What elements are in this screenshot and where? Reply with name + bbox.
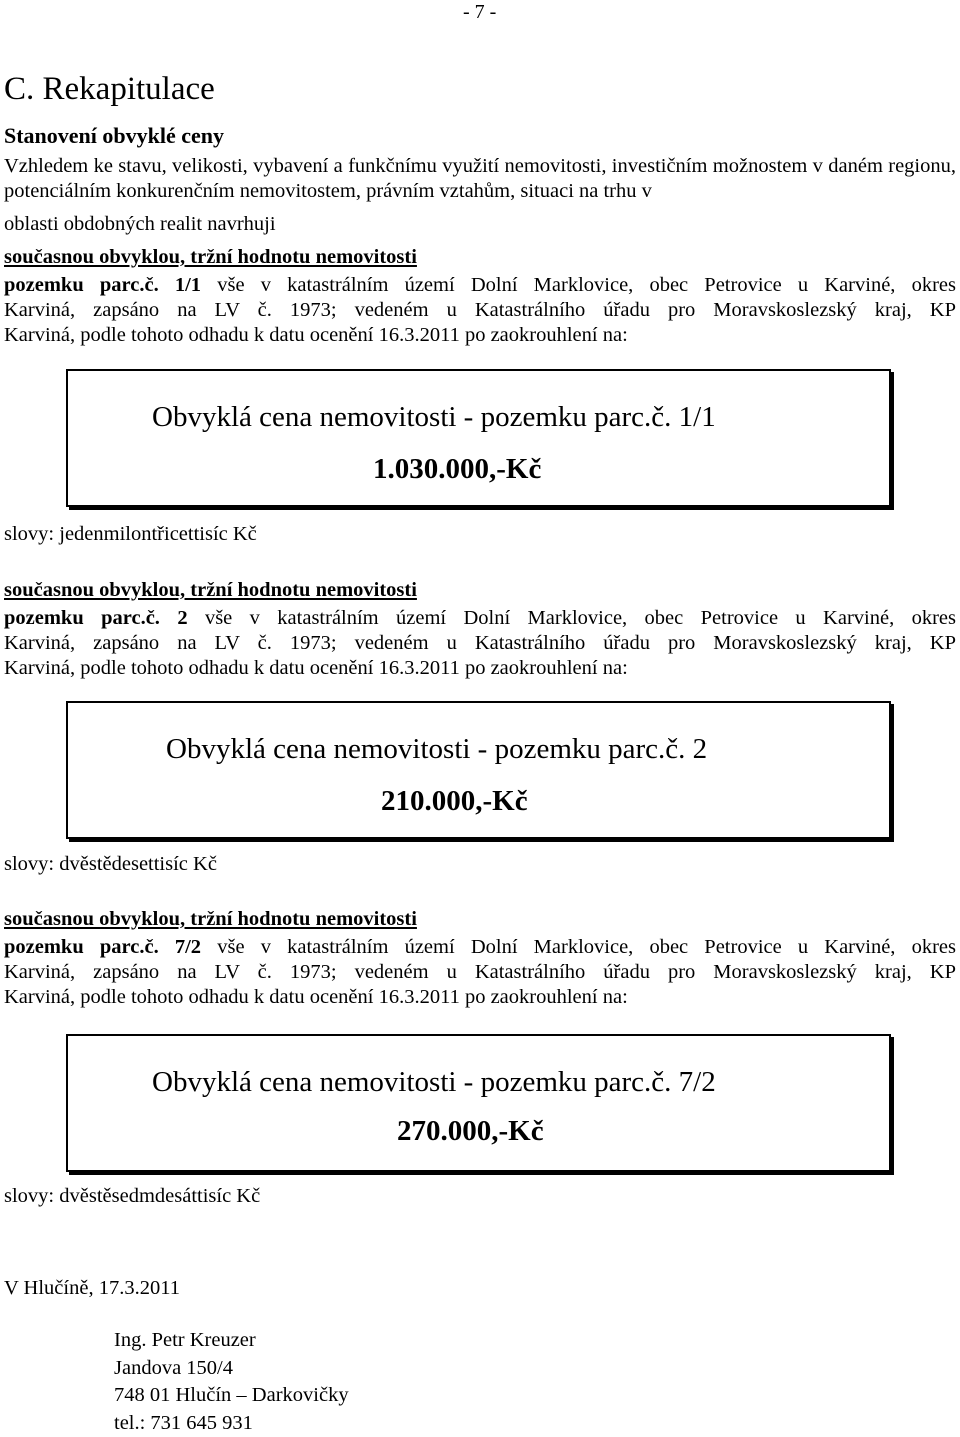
parcel-text-line3: Karviná, podle tohoto odhadu k datu ocenění 16.3.2011 po zaokrouhlení na: [4,323,956,348]
subsection-title: Stanovení obvyklé ceny [4,123,224,148]
parcel-text-line2: Karviná, zapsáno na LV č. 1973; vedeném u Katastrálního úřadu pro Moravskoslezský kraj, KP [4,960,956,985]
parcel-label: pozemku parc.č. 1/1 [4,274,201,296]
parcel-description [4,606,956,681]
parcel-text-line3: Karviná, podle tohoto odhadu k datu ocenění 16.3.2011 po zaokrouhlení na: [4,985,956,1010]
valuation-section-1 [4,245,956,348]
section-heading: současnou obvyklou, tržní hodnotu nemovitosti [4,578,956,606]
price-in-words: slovy: jedenmilontřicettisíc Kč [4,522,257,547]
parcel-label: pozemku parc.č. 7/2 [4,936,201,958]
price-box-3 [66,1034,891,1172]
intro-paragraph [4,154,956,204]
valuation-section-2 [4,578,956,681]
price-box-2 [66,701,891,839]
parcel-label: pozemku parc.č. 2 [4,607,188,629]
signer-name: Ing. Petr Kreuzer [114,1327,349,1355]
price-box-1 [66,369,891,507]
parcel-text: vše v katastrálním území Dolní Marklovice, obec Petrovice u Karviné, okres [201,936,956,958]
section-heading: současnou obvyklou, tržní hodnotu nemovitosti [4,245,956,273]
price-box-value: 270.000,-Kč [397,1115,544,1147]
intro-text: Vzhledem ke stavu, velikosti, vybavení a funkčnímu využití nemovitosti, investičním možnostem v daném regionu, potenciálním konkurenčním nemovitostem, právním vztahům, situaci na trhu v [4,154,956,204]
section-title: C. Rekapitulace [4,70,215,108]
parcel-description [4,273,956,348]
price-in-words: slovy: dvěstědesettisíc Kč [4,852,217,877]
parcel-text: vše v katastrálním území Dolní Marklovice, obec Petrovice u Karviné, okres [201,274,956,296]
price-box-value: 1.030.000,-Kč [373,453,541,485]
signer-phone: tel.: 731 645 931 [114,1410,349,1437]
price-box-title: Obvyklá cena nemovitosti - pozemku parc.č. 2 [166,733,707,765]
price-in-words: slovy: dvěstěsedmdesáttisíc Kč [4,1184,260,1209]
parcel-text-line2: Karviná, zapsáno na LV č. 1973; vedeném u Katastrálního úřadu pro Moravskoslezský kraj, KP [4,298,956,323]
price-box-title: Obvyklá cena nemovitosti - pozemku parc.č. 7/2 [152,1066,716,1098]
price-box-value: 210.000,-Kč [381,785,528,817]
page-number: - 7 - [463,0,496,25]
price-box-title: Obvyklá cena nemovitosti - pozemku parc.č. 1/1 [152,401,716,433]
parcel-description [4,935,956,1010]
parcel-text-line3: Karviná, podle tohoto odhadu k datu ocenění 16.3.2011 po zaokrouhlení na: [4,656,956,681]
valuation-section-3 [4,907,956,1010]
parcel-text: vše v katastrálním území Dolní Marklovice, obec Petrovice u Karviné, okres [188,607,956,629]
intro-last-line: oblasti obdobných realit navrhuji [4,212,276,237]
place-and-date: V Hlučíně, 17.3.2011 [4,1276,180,1301]
signature-block [114,1327,349,1437]
signer-street: Jandova 150/4 [114,1355,349,1383]
parcel-text-line2: Karviná, zapsáno na LV č. 1973; vedeném u Katastrálního úřadu pro Moravskoslezský kraj, KP [4,631,956,656]
signer-city: 748 01 Hlučín – Darkovičky [114,1382,349,1410]
section-heading: současnou obvyklou, tržní hodnotu nemovitosti [4,907,956,935]
